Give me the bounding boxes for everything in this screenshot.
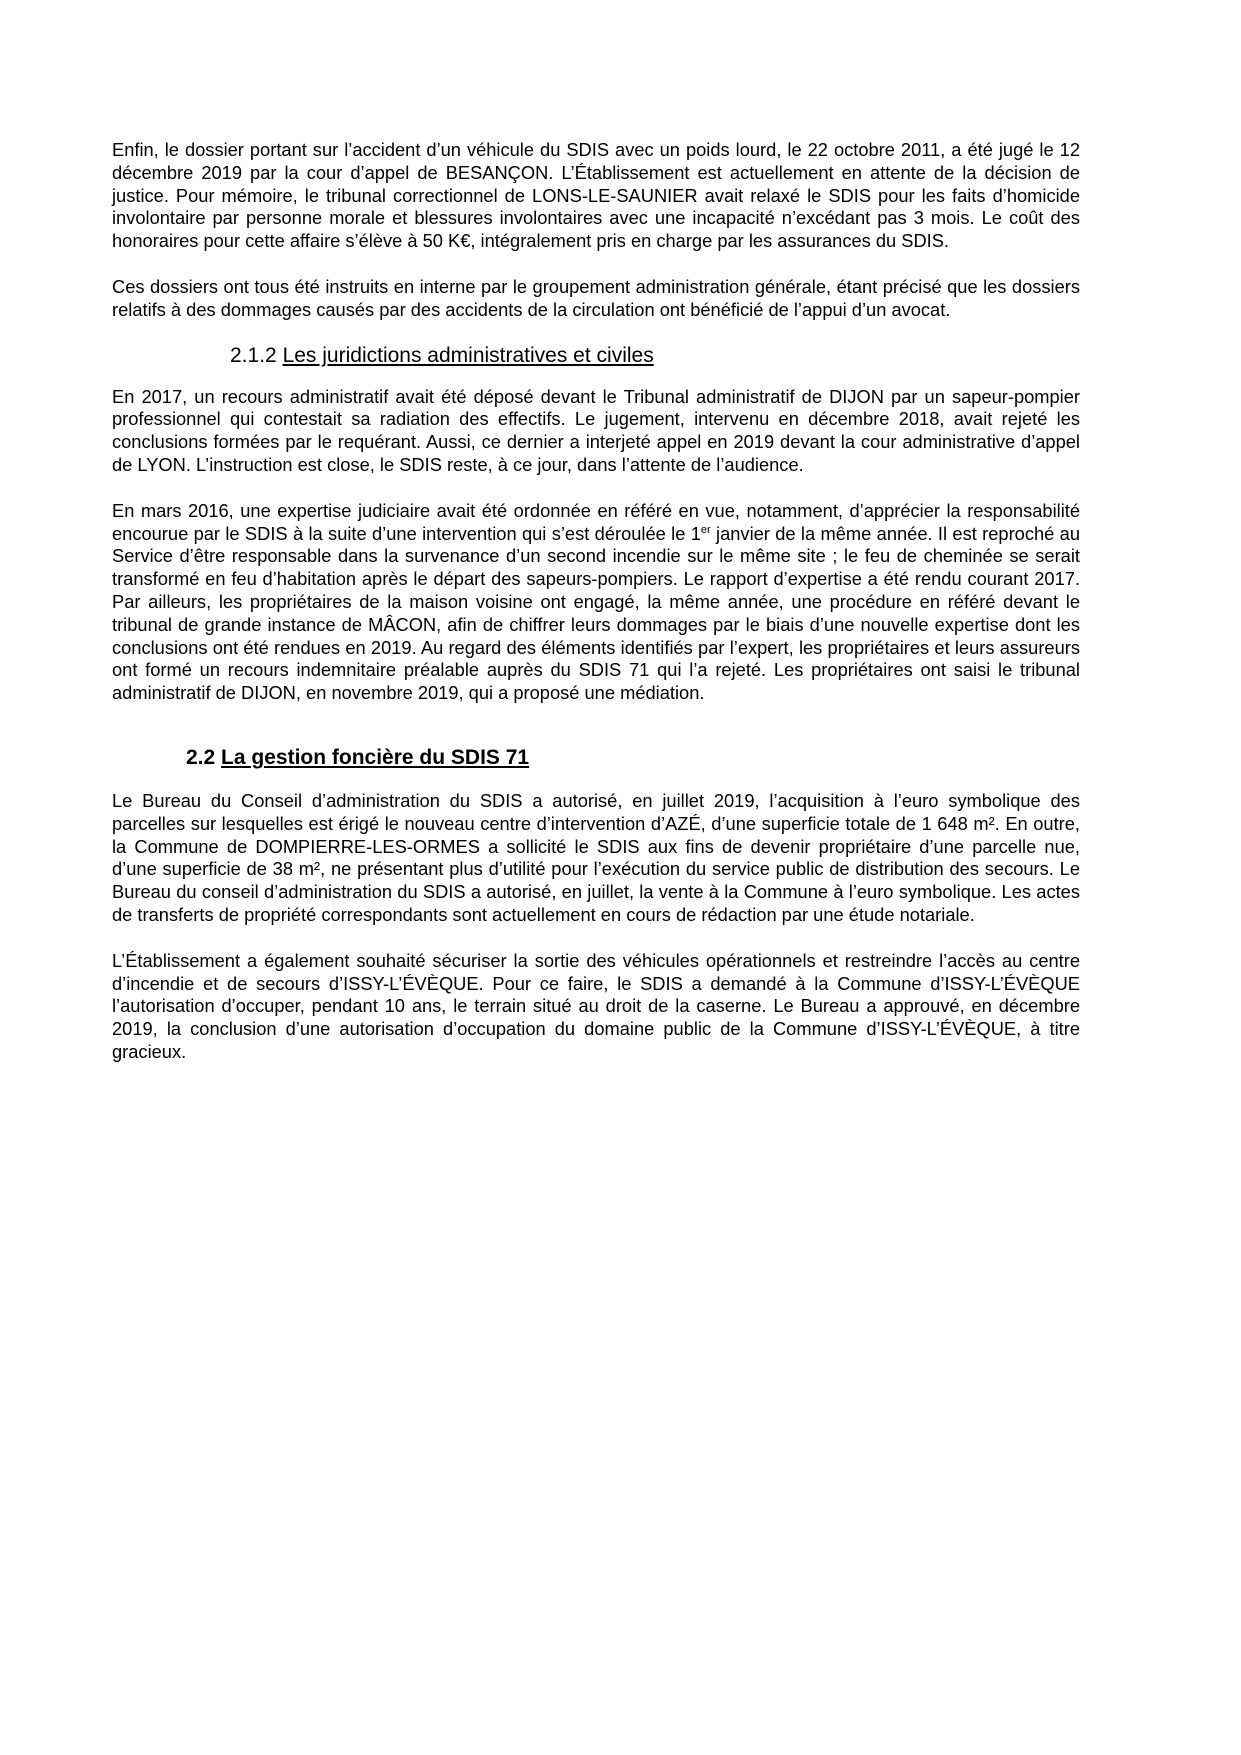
heading-gestion-fonciere-title: La gestion foncière du SDIS 71 [221,745,530,769]
heading-gestion-fonciere-number: 2.2 [186,745,216,769]
heading-juridictions-number: 2.1.2 [230,343,277,367]
ordinal-superscript: er [700,523,711,536]
heading-gestion-fonciere [112,745,1080,771]
paragraph-dossiers-instruits: Ces dossiers ont tous été instruits en interne par le groupement administration générale, étant précisé que les dossiers relatifs à des dommages causés par des accidents de la circulation ont bénéficié de l’appui d’un avocat. [112,275,1080,320]
heading-juridictions-title: Les juridictions administratives et civiles [282,343,654,367]
paragraph-accident-vehicule: Enfin, le dossier portant sur l’accident d’un véhicule du SDIS avec un poids lourd, le 22 octobre 2011, a été jugé le 12 décembre 2019 par la cour d’appel de BESANÇON. L’Établissement est actuellement en attente de la décision de justice. Pour mémoire, le tribunal correctionnel de LONS-LE-SAUNIER avait relaxé le SDIS pour les faits d’homicide involontaire par personne morale et blessures involontaires avec une incapacité n’excédant pas 3 mois. Le coût des honoraires pour cette affaire s’élève à 50 K€, intégralement pris en charge par les assurances du SDIS. [112,139,1080,252]
expertise-text-end: janvier de la même année. Il est reproché au Service d’être responsable dans la survenance d’un second incendie sur le même site ; le feu de cheminée se serait transformé en feu d’habitation après le départ des sapeurs-pompiers. Le rapport d’expertise a été rendu courant 2017. Par ailleurs, les propriétaires de la maison voisine ont engagé, la même année, une procédure en référé devant le tribunal de grande instance de MÂCON, afin de chiffrer leurs dommages par le biais d’une nouvelle expertise dont les conclusions ont été rendues en 2019. Au regard des éléments identifiés par l’expert, les propriétaires et leurs assureurs ont formé un recours indemnitaire préalable auprès du SDIS 71 qui l’a rejeté. Les propriétaires ont saisi le tribunal administratif de DIJON, en novembre 2019, qui a proposé une médiation. [112,522,1080,704]
paragraph-acquisition-parcelles: Le Bureau du Conseil d’administration du SDIS a autorisé, en juillet 2019, l’acquisition à l’euro symbolique des parcelles sur lesquelles est érigé le nouveau centre d’intervention d’AZÉ, d’une superficie totale de 1 648 m². En outre, la Commune de DOMPIERRE-LES-ORMES a sollicité le SDIS aux fins de devenir propriétaire d’une parcelle nue, d’une superficie de 38 m², ne présentant plus d’utilité pour l’exécution du service public de distribution des secours. Le Bureau du conseil d’administration du SDIS a autorisé, en juillet, la vente à la Commune à l’euro symbolique. Les actes de transferts de propriété correspondants sont actuellement en cours de rédaction par une étude notariale. [112,789,1080,925]
paragraph-issy-leveque: L’Établissement a également souhaité sécuriser la sortie des véhicules opérationnels et restreindre l’accès au centre d’incendie et de secours d’ISSY-L’ÉVÈQUE. Pour ce faire, le SDIS a demandé à la Commune d’ISSY-L’ÉVÈQUE l’autorisation d’occuper, pendant 10 ans, le terrain situé au droit de la caserne. Le Bureau a approuvé, en décembre 2019, la conclusion d’une autorisation d’occupation du domaine public de la Commune d’ISSY-L’ÉVÈQUE, à titre gracieux. [112,949,1080,1062]
expertise-text-start: En mars 2016, une expertise judiciaire avait été ordonnée en référé en vue, notamment, d’apprécier la responsabilité encourue par le SDIS à la suite d’une intervention qui s’est déroulée le 1 [112,499,1080,544]
paragraph-expertise-judiciaire [112,500,1080,705]
heading-juridictions [112,343,1080,369]
document-page [112,139,1080,1064]
paragraph-recours-administratif: En 2017, un recours administratif avait été déposé devant le Tribunal administratif de DIJON par un sapeur-pompier professionnel qui contestait sa radiation des effectifs. Le jugement, intervenu en décembre 2018, avait rejeté les conclusions formées par le requérant. Aussi, ce dernier a interjeté appel en 2019 devant la cour administrative d’appel de LYON. L’instruction est close, le SDIS reste, à ce jour, dans l’attente de l’audience. [112,385,1080,475]
